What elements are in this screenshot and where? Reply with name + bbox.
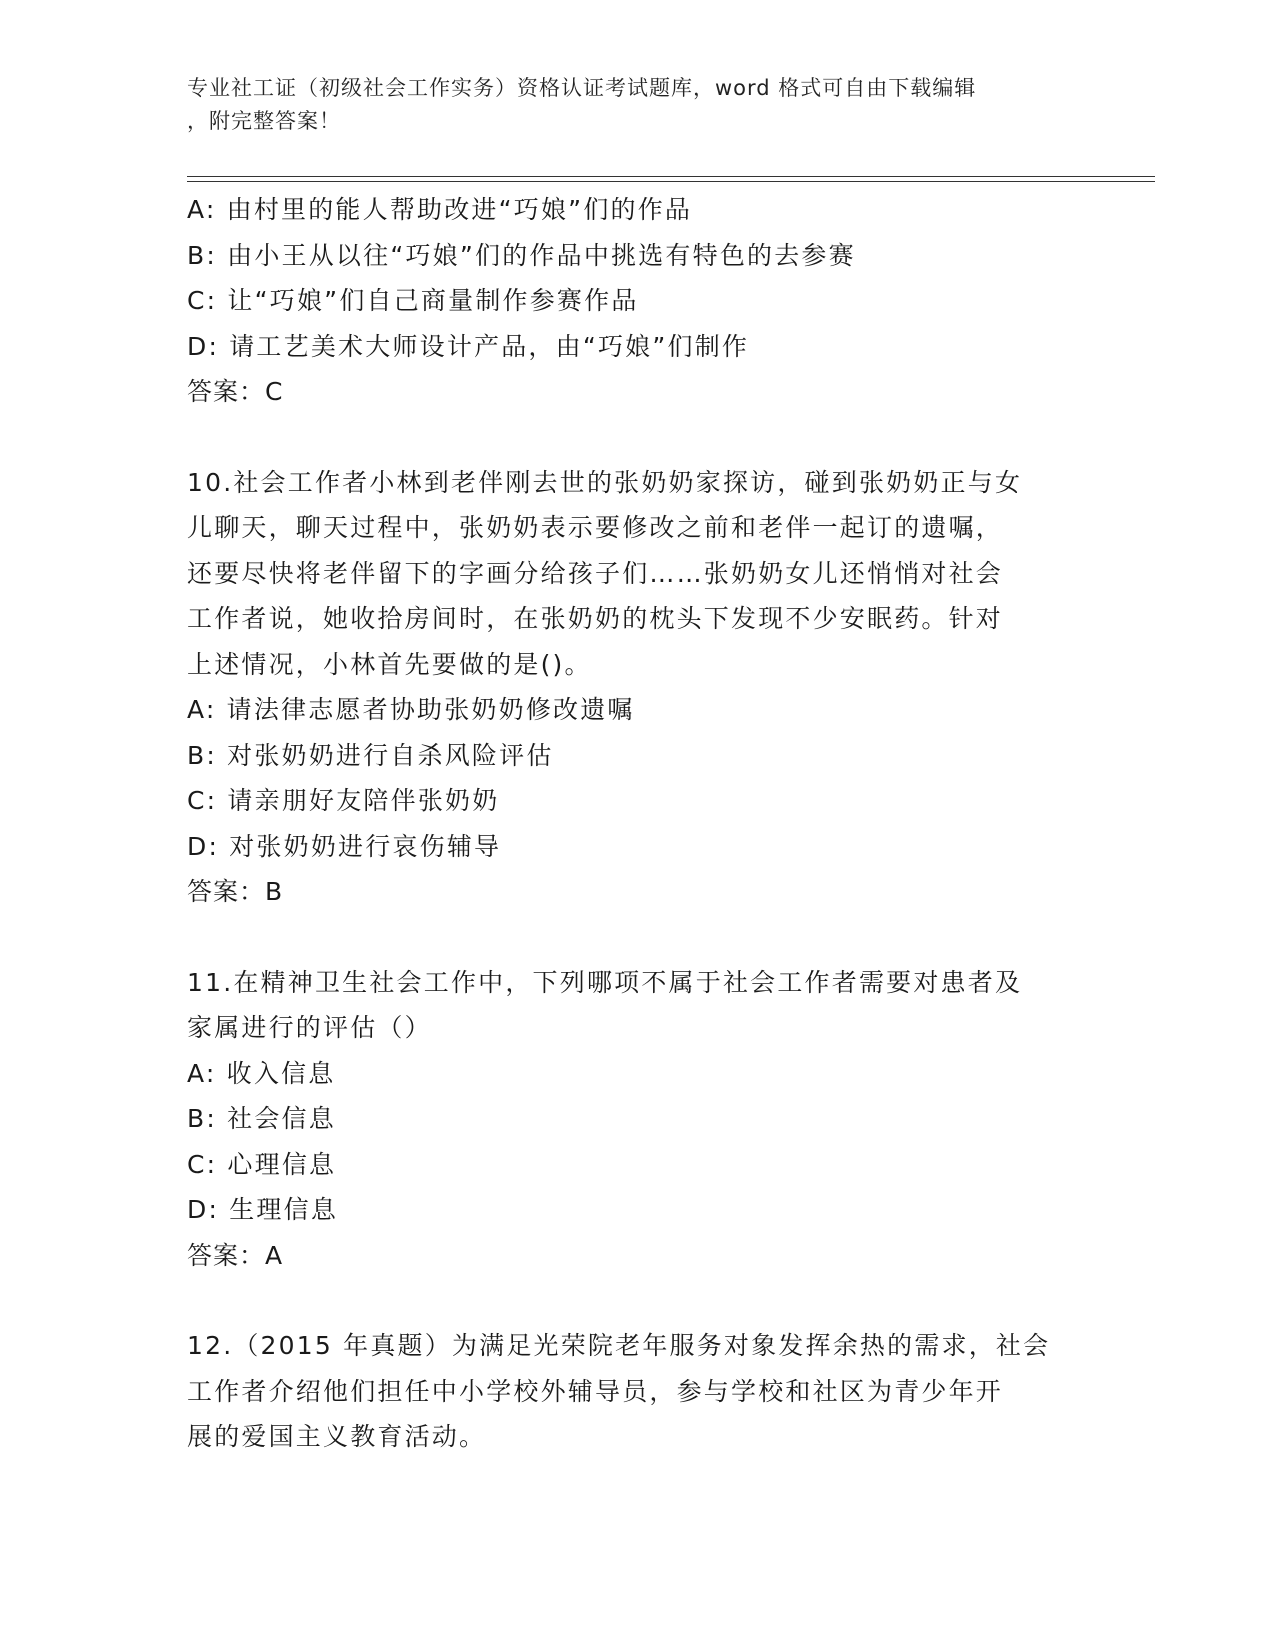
q10-option-b: B: 对张奶奶进行自杀风险评估 [187, 740, 554, 770]
q11-option-a: A: 收入信息 [187, 1058, 336, 1088]
q9-option-c: C: 让“巧娘”们自己商量制作参赛作品 [187, 286, 639, 315]
q12-stem-line-3: 展的爱国主义教育活动。 [187, 1422, 487, 1451]
q11-option-c: C: 心理信息 [187, 1149, 337, 1179]
document-body [187, 187, 1087, 1460]
header-line-2: ，附完整答案！ [187, 109, 341, 133]
q11-stem-line-2: 家属进行的评估（） [187, 1013, 432, 1042]
q9-option-d: D: 请工艺美术大师设计产品，由“巧娘”们制作 [187, 331, 750, 361]
q12-stem-line-2: 工作者介绍他们担任中小学校外辅导员，参与学校和社区为青少年开 [187, 1376, 1004, 1406]
q11-stem-line-1: 11.在精神卫生社会工作中，下列哪项不属于社会工作者需要对患者及 [187, 967, 1023, 997]
question-10 [187, 460, 1087, 915]
q11-option-d: D: 生理信息 [187, 1195, 339, 1224]
header-double-rule [187, 176, 1155, 182]
spacer [187, 915, 1087, 960]
q11-option-b: B: 社会信息 [187, 1104, 336, 1133]
q10-answer: 答案：B [187, 877, 284, 906]
q10-stem-line-3: 还要尽快将老伴留下的字画分给孩子们……张奶奶女儿还悄悄对社会 [187, 558, 1004, 588]
q10-stem-line-2: 儿聊天，聊天过程中，张奶奶表示要修改之前和老伴一起订的遗嘱， [187, 513, 1004, 542]
q10-stem-line-4: 工作者说，她收拾房间时，在张奶奶的枕头下发现不少安眠药。针对 [187, 604, 1004, 633]
page-header [187, 72, 1087, 138]
q10-stem-line-1: 10.社会工作者小林到老伴刚去世的张奶奶家探访，碰到张奶奶正与女 [187, 467, 1023, 497]
q9-option-a: A: 由村里的能人帮助改进“巧娘”们的作品 [187, 195, 693, 224]
spacer [187, 1278, 1087, 1323]
q10-stem-line-5: 上述情况，小林首先要做的是()。 [187, 649, 592, 679]
question-12 [187, 1323, 1087, 1460]
question-11 [187, 960, 1087, 1279]
header-line-1: 专业社工证（初级社会工作实务）资格认证考试题库，word 格式可自由下载编辑 [187, 76, 977, 100]
q10-option-d: D: 对张奶奶进行哀伤辅导 [187, 831, 502, 861]
q12-stem-line-1: 12.（2015 年真题）为满足光荣院老年服务对象发挥余热的需求，社会 [187, 1331, 1051, 1360]
q9-option-b: B: 由小王从以往“巧娘”们的作品中挑选有特色的去参赛 [187, 240, 856, 270]
q10-option-c: C: 请亲朋好友陪伴张奶奶 [187, 786, 500, 815]
spacer [187, 415, 1087, 460]
question-9-options [187, 187, 1087, 415]
q11-answer: 答案：A [187, 1240, 284, 1270]
q10-option-a: A: 请法律志愿者协助张奶奶修改遗嘱 [187, 695, 635, 724]
q9-answer: 答案：C [187, 377, 284, 406]
